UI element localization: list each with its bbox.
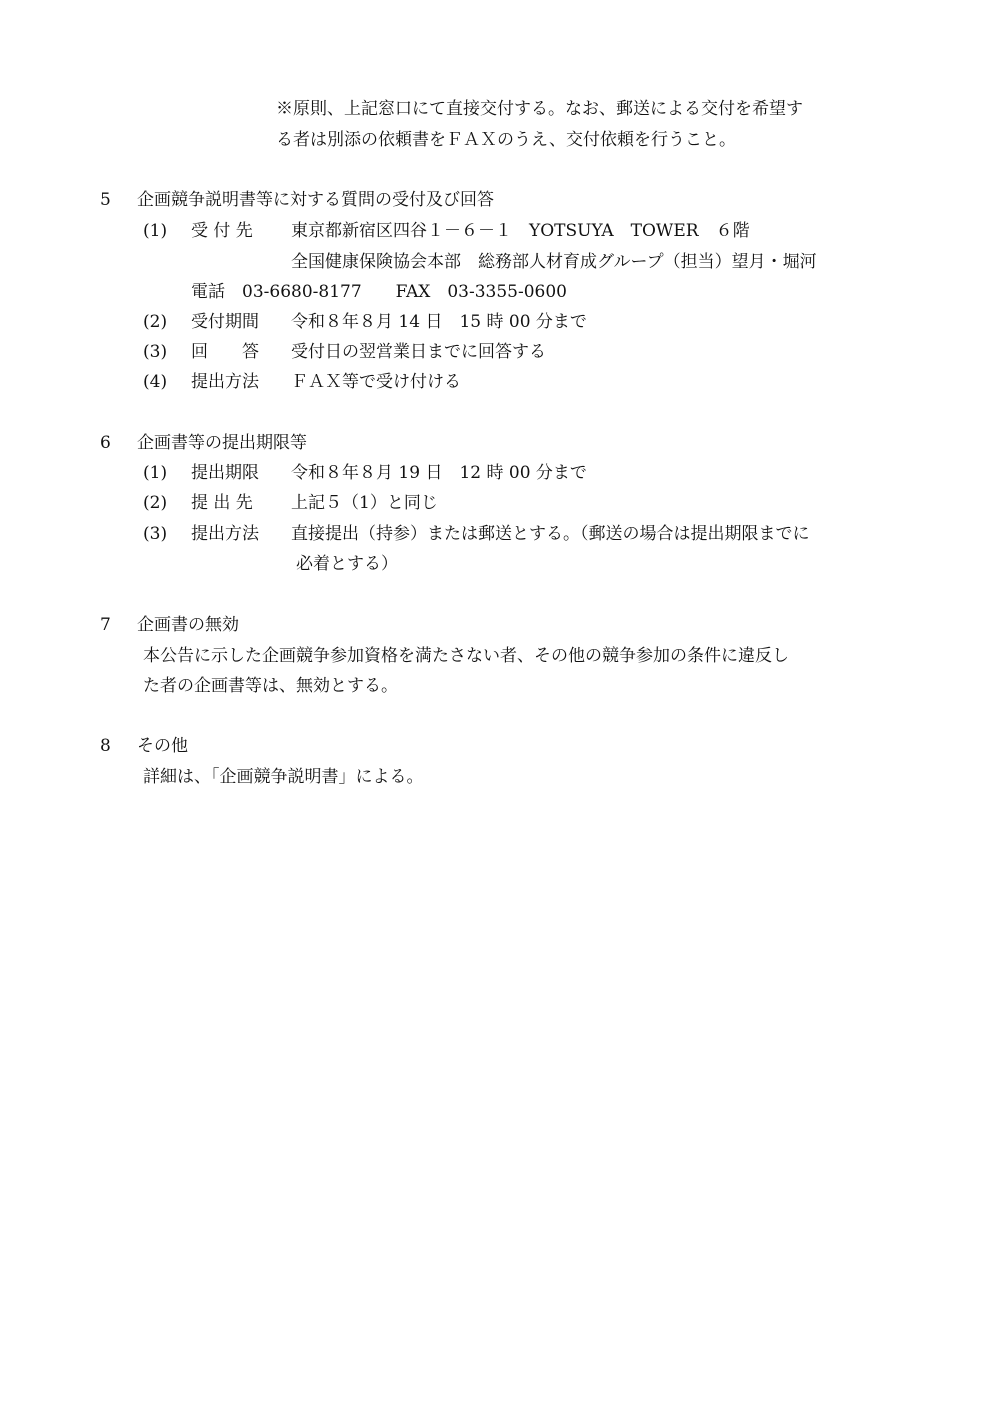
section-5-item-2-value: 令和８年８月 14 日 15 時 00 分まで <box>291 312 587 332</box>
section-6-item-3-value: 直接提出（持参）または郵送とする。（郵送の場合は提出期限までに <box>291 524 810 544</box>
section-5-item-1-line-3: 電話 03-6680-8177 FAX 03-3355-0600 <box>191 282 567 302</box>
section-5-item-3-value: 受付日の翌営業日までに回答する <box>291 342 546 362</box>
section-8-body-line-1: 詳細は、「企画競争説明書」による。 <box>143 767 424 787</box>
section-6-item-2-value: 上記５（1）と同じ <box>291 493 438 513</box>
section-5-item-2-label: 受付期間 <box>191 312 259 332</box>
note-line-2: る者は別添の依頼書をＦＡＸのうえ、交付依頼を行うこと。 <box>276 130 737 150</box>
section-5-item-4-value: ＦＡＸ等で受け付ける <box>291 372 461 392</box>
section-5-item-1-line-2: 全国健康保険協会本部 総務部人材育成グループ（担当）望月・堀河 <box>291 252 817 272</box>
section-6-item-3-number: (3) <box>143 524 168 544</box>
section-6-item-3-line-2: 必着とする） <box>296 554 398 574</box>
section-5-item-4-label: 提出方法 <box>191 372 259 392</box>
section-5-number: 5 <box>100 190 111 210</box>
section-7-body-line-1: 本公告に示した企画競争参加資格を満たさない者、その他の競争参加の条件に違反し <box>143 646 789 666</box>
section-6-item-2-label: 提 出 先 <box>191 493 253 513</box>
section-7-body-line-2: た者の企画書等は、無効とする。 <box>143 676 398 696</box>
section-6-item-1-number: (1) <box>143 463 168 483</box>
section-6-item-1-label: 提出期限 <box>191 463 259 483</box>
section-5-title: 企画競争説明書等に対する質問の受付及び回答 <box>137 190 494 210</box>
section-8-title: その他 <box>137 736 188 756</box>
section-7-title: 企画書の無効 <box>137 615 239 635</box>
section-6-item-3-label: 提出方法 <box>191 524 259 544</box>
section-6-item-1-value: 令和８年８月 19 日 12 時 00 分まで <box>291 463 587 483</box>
section-7-number: 7 <box>100 615 111 635</box>
note-line-1: ※原則、上記窓口にて直接交付する。なお、郵送による交付を希望す <box>276 99 803 119</box>
section-5-item-1-number: (1) <box>143 221 168 241</box>
section-5-item-4-number: (4) <box>143 372 168 392</box>
section-5-item-3-number: (3) <box>143 342 168 362</box>
section-5-item-1-label: 受 付 先 <box>191 221 253 241</box>
section-6-number: 6 <box>100 433 111 453</box>
section-5-item-3-label: 回 答 <box>191 342 259 362</box>
section-8-number: 8 <box>100 736 111 756</box>
section-6-item-2-number: (2) <box>143 493 168 513</box>
section-5-item-1-value: 東京都新宿区四谷１－６－１ YOTSUYA TOWER ６階 <box>291 221 750 241</box>
section-5-item-2-number: (2) <box>143 312 168 332</box>
section-6-title: 企画書等の提出期限等 <box>137 433 307 453</box>
